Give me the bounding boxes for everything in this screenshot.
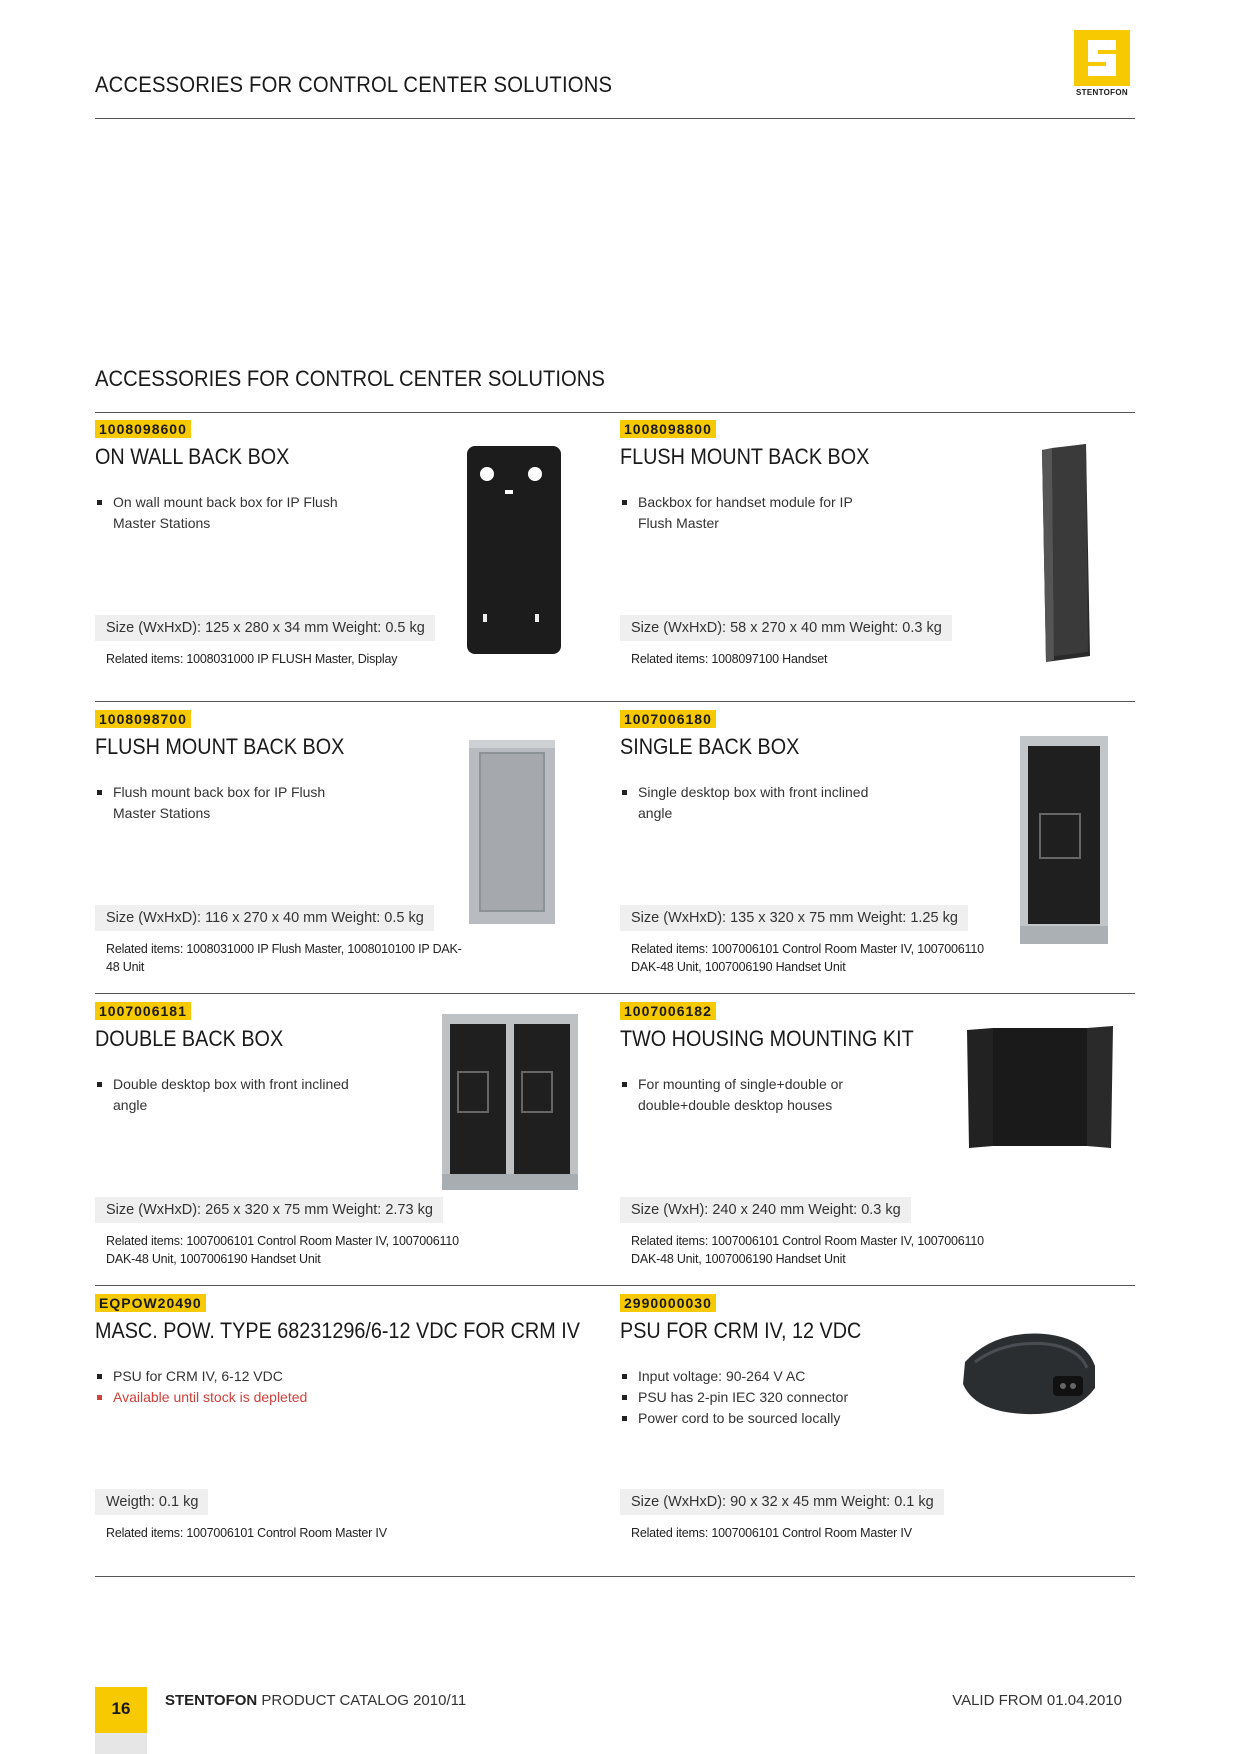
product-size: Size (WxHxD): 116 x 270 x 40 mm Weight: 0.5 kg (95, 905, 434, 931)
product-card (620, 710, 1140, 1000)
product-card (95, 1294, 615, 1584)
product-code: 1008098800 (620, 420, 716, 438)
feature-item: Flush mount back box for IP Flush Master Stations (95, 782, 365, 824)
product-card (620, 1294, 1140, 1584)
related-items: Related items: 1007006101 Control Room Master IV, 1007006110 DAK-48 Unit, 1007006190 Handset Unit (631, 942, 984, 974)
footer-catalog (165, 1692, 466, 1709)
product-size: Size (WxHxD): 125 x 280 x 34 mm Weight: 0.5 kg (95, 615, 435, 641)
product-features (95, 782, 365, 824)
flush-mount-back-box-steel-image (467, 738, 557, 926)
product-name: PSU FOR CRM IV, 12 VDC (620, 1318, 862, 1343)
feature-item: Backbox for handset module for IP Flush Master (620, 492, 890, 534)
related-items: Related items: 1007006101 Control Room Master IV (106, 1526, 387, 1540)
product-features (95, 1366, 365, 1408)
product-card (620, 1002, 1140, 1292)
psu-adapter-image (955, 1324, 1105, 1420)
feature-item: Double desktop box with front inclined angle (95, 1074, 365, 1116)
feature-item: Power cord to be sourced locally (620, 1408, 890, 1429)
product-size: Size (WxH): 240 x 240 mm Weight: 0.3 kg (620, 1197, 911, 1223)
product-size: Size (WxHxD): 90 x 32 x 45 mm Weight: 0.1 kg (620, 1489, 944, 1515)
header-rule (95, 118, 1135, 119)
product-code: 1008098700 (95, 710, 191, 728)
product-card (95, 710, 615, 1000)
product-features (620, 782, 890, 824)
product-features (95, 492, 365, 534)
section-title: ACCESSORIES FOR CONTROL CENTER SOLUTIONS (95, 366, 605, 391)
product-code: 1007006180 (620, 710, 716, 728)
related-items: Related items: 1008097100 Handset (631, 652, 828, 666)
footer-brand: STENTOFON (165, 1692, 258, 1709)
double-back-box-image (440, 1012, 580, 1192)
two-housing-mounting-kit-image (965, 1022, 1115, 1152)
related-items: Related items: 1008031000 IP FLUSH Master, Display (106, 652, 398, 666)
feature-item: Input voltage: 90-264 V AC (620, 1366, 890, 1387)
product-name: DOUBLE BACK BOX (95, 1026, 284, 1051)
product-features (620, 1074, 890, 1116)
product-name: FLUSH MOUNT BACK BOX (95, 734, 345, 759)
product-size: Size (WxHxD): 265 x 320 x 75 mm Weight: 2.73 kg (95, 1197, 443, 1223)
row-divider (95, 701, 1135, 702)
product-features (620, 492, 890, 534)
product-name: SINGLE BACK BOX (620, 734, 800, 759)
stock-notice: Available until stock is depleted (95, 1387, 365, 1408)
footer-valid-date: VALID FROM 01.04.2010 (952, 1692, 1122, 1709)
product-card (95, 420, 615, 710)
product-code: EQPOW20490 (95, 1294, 206, 1312)
feature-item: PSU has 2-pin IEC 320 connector (620, 1387, 890, 1408)
product-name: ON WALL BACK BOX (95, 444, 290, 469)
on-wall-back-box-image (465, 444, 563, 656)
row-divider (95, 1285, 1135, 1286)
related-items: Related items: 1007006101 Control Room Master IV, 1007006110 DAK-48 Unit, 1007006190 Handset Unit (106, 1234, 459, 1266)
feature-item: Single desktop box with front inclined angle (620, 782, 890, 824)
row-divider (95, 993, 1135, 994)
page-number-tab-base (95, 1733, 147, 1754)
section-rule (95, 412, 1135, 413)
product-code: 1008098600 (95, 420, 191, 438)
footer-catalog-title: PRODUCT CATALOG 2010/11 (261, 1692, 467, 1709)
page-number: 16 (111, 1699, 131, 1718)
product-name: MASC. POW. TYPE 68231296/6-12 VDC FOR CRM IV (95, 1318, 580, 1343)
page-number-tab (95, 1687, 147, 1754)
related-items: Related items: 1008031000 IP Flush Master, 1008010100 IP DAK-48 Unit (106, 942, 462, 974)
logo-wordmark: STENTOFON (1076, 88, 1128, 97)
flush-mount-back-box-image (1038, 442, 1094, 664)
product-size: Weigth: 0.1 kg (95, 1489, 208, 1515)
product-size: Size (WxHxD): 58 x 270 x 40 mm Weight: 0.3 kg (620, 615, 952, 641)
bottom-rule (95, 1576, 1135, 1577)
product-card (95, 1002, 615, 1292)
product-name: FLUSH MOUNT BACK BOX (620, 444, 870, 469)
product-size: Size (WxHxD): 135 x 320 x 75 mm Weight: 1.25 kg (620, 905, 968, 931)
product-code: 2990000030 (620, 1294, 716, 1312)
product-features (620, 1366, 890, 1429)
page-header-title: ACCESSORIES FOR CONTROL CENTER SOLUTIONS (95, 72, 613, 97)
related-items: Related items: 1007006101 Control Room Master IV, 1007006110 DAK-48 Unit, 1007006190 Handset Unit (631, 1234, 984, 1266)
product-card (620, 420, 1140, 710)
stentofon-logo (1070, 30, 1134, 96)
single-back-box-image (1018, 734, 1110, 946)
product-features (95, 1074, 365, 1116)
related-items: Related items: 1007006101 Control Room Master IV (631, 1526, 912, 1540)
feature-item: For mounting of single+double or double+double desktop houses (620, 1074, 890, 1116)
logo-icon (1074, 30, 1130, 86)
product-code: 1007006182 (620, 1002, 716, 1020)
product-name: TWO HOUSING MOUNTING KIT (620, 1026, 914, 1051)
feature-item: On wall mount back box for IP Flush Master Stations (95, 492, 365, 534)
product-code: 1007006181 (95, 1002, 191, 1020)
feature-item: PSU for CRM IV, 6-12 VDC (95, 1366, 365, 1387)
